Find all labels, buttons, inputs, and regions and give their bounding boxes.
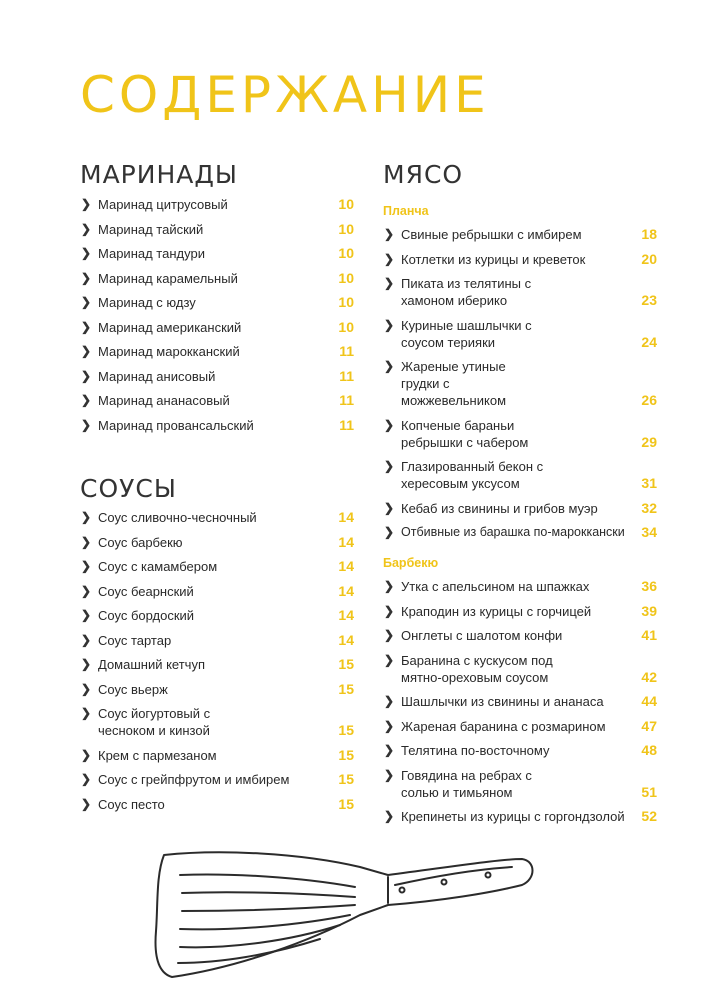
list-item[interactable]: ❯ Свиные ребрышки с имбирем 18 [384, 226, 657, 242]
list-item[interactable]: ❯ Соус тартар 14 [81, 631, 354, 648]
chevron-right-icon: ❯ [81, 417, 92, 432]
chevron-right-icon: ❯ [81, 221, 92, 236]
list-item[interactable]: ❯ Телятина по-восточному 48 [384, 742, 657, 758]
list-item[interactable]: ❯ Соус барбекю 14 [81, 533, 354, 550]
chevron-right-icon: ❯ [81, 319, 92, 334]
chevron-right-icon: ❯ [384, 579, 395, 593]
chevron-right-icon: ❯ [81, 706, 92, 720]
chevron-right-icon: ❯ [384, 227, 395, 241]
chevron-right-icon: ❯ [81, 270, 92, 285]
chevron-right-icon: ❯ [81, 657, 92, 671]
page-number: 10 [338, 245, 354, 261]
list-item[interactable]: ❯ Куриные шашлычки с соусом терияки 24 [384, 317, 657, 350]
subsection-title-plancha: Планча [383, 204, 429, 218]
list-item[interactable]: ❯ Маринад провансальский 11 [81, 416, 354, 433]
list-item[interactable]: ❯ Говядина на ребрах с солью и тимьяном 51 [384, 767, 657, 800]
chevron-right-icon: ❯ [384, 809, 395, 823]
list-item[interactable]: ❯ Жареные утиные грудки с можжевельником 26 [384, 359, 657, 408]
page-number: 42 [641, 668, 657, 685]
list-item[interactable]: ❯ Утка с апельсином на шпажках 36 [384, 578, 657, 594]
page-number: 11 [339, 392, 354, 408]
page-number: 10 [338, 294, 354, 310]
list-item[interactable]: ❯ Соус с камамбером 14 [81, 558, 354, 574]
list-item[interactable]: ❯ Маринад цитрусовый 10 [81, 196, 354, 212]
chevron-right-icon: ❯ [81, 583, 92, 598]
list-item[interactable]: ❯ Соус вьерж 15 [81, 680, 354, 697]
list-item[interactable]: ❯ Копченые бараньи ребрышки с чабером 29 [384, 417, 657, 450]
list-item[interactable]: ❯ Соус йогуртовый с чесноком и кинзой 15 [81, 706, 354, 738]
page-number: 18 [641, 226, 657, 242]
list-item[interactable]: ❯ Маринад марокканский 11 [81, 343, 354, 359]
list-item[interactable]: ❯ Маринад анисовый 11 [81, 367, 354, 384]
list-item[interactable]: ❯ Баранина с кускусом под мятно-ореховым соусом 42 [384, 652, 657, 685]
page-number: 15 [338, 680, 354, 697]
page-number: 29 [641, 433, 657, 450]
chevron-right-icon: ❯ [384, 359, 395, 373]
list-item[interactable]: ❯ Маринад ананасовый 11 [81, 392, 354, 408]
page-number: 39 [641, 602, 657, 619]
page-number: 14 [338, 558, 354, 574]
list-item[interactable]: ❯ Шашлычки из свинины и ананаса 44 [384, 693, 657, 709]
page-number: 20 [641, 250, 657, 267]
chevron-right-icon: ❯ [384, 603, 395, 618]
page-number: 11 [339, 416, 354, 433]
page-number: 48 [641, 742, 657, 758]
page-number: 36 [641, 578, 657, 594]
list-item[interactable]: ❯ Отбивные из барашка по-мароккански 34 [384, 524, 657, 540]
page-number: 10 [338, 318, 354, 335]
page-number: 14 [338, 509, 354, 525]
page-number: 14 [338, 607, 354, 623]
chevron-right-icon: ❯ [81, 393, 92, 407]
list-item[interactable]: ❯ Маринад с юдзу 10 [81, 294, 354, 310]
list-item[interactable]: ❯ Крепинеты из курицы с горгондзолой 52 [384, 808, 657, 824]
chevron-right-icon: ❯ [384, 694, 395, 708]
section-title-meat: МЯСО [383, 160, 464, 189]
page-title: СОДЕРЖАНИЕ [80, 66, 490, 124]
page-number: 10 [338, 196, 354, 212]
page-number: 34 [641, 524, 657, 540]
spatula-illustration [150, 845, 540, 985]
chevron-right-icon: ❯ [384, 251, 395, 266]
marinades-list [80, 196, 354, 441]
chevron-right-icon: ❯ [384, 417, 395, 432]
chevron-right-icon: ❯ [81, 747, 92, 762]
list-item[interactable]: ❯ Жареная баранина с розмарином 47 [384, 717, 657, 734]
section-title-marinades: МАРИНАДЫ [80, 160, 238, 189]
chevron-right-icon: ❯ [81, 295, 92, 309]
page-number: 11 [339, 343, 354, 359]
list-item[interactable]: ❯ Маринад тандури 10 [81, 245, 354, 261]
chevron-right-icon: ❯ [384, 743, 395, 757]
page-number: 23 [641, 292, 657, 308]
page-number: 32 [641, 499, 657, 516]
page-number: 47 [641, 717, 657, 734]
chevron-right-icon: ❯ [384, 652, 395, 667]
page-number: 31 [641, 475, 657, 491]
chevron-right-icon: ❯ [81, 632, 92, 647]
chevron-right-icon: ❯ [81, 559, 92, 573]
page-number: 52 [641, 808, 657, 824]
subsection-title-bbq: Барбекю [383, 556, 439, 570]
page-number: 14 [338, 533, 354, 550]
chevron-right-icon: ❯ [81, 368, 92, 383]
list-item[interactable]: ❯ Соус с грейпфрутом и имбирем 15 [81, 771, 354, 787]
chevron-right-icon: ❯ [384, 459, 395, 473]
page-number: 51 [641, 783, 657, 800]
list-item[interactable]: ❯ Домашний кетчуп 15 [81, 656, 354, 672]
page-number: 15 [338, 771, 354, 787]
list-item[interactable]: ❯ Онглеты с шалотом конфи 41 [384, 627, 657, 643]
list-item[interactable]: ❯ Краподин из курицы с горчицей 39 [384, 602, 657, 619]
page-number: 44 [641, 693, 657, 709]
list-item[interactable]: ❯ Крем с пармезаном 15 [81, 746, 354, 763]
chevron-right-icon: ❯ [81, 246, 92, 260]
chevron-right-icon: ❯ [384, 767, 395, 782]
page-number: 26 [641, 392, 657, 408]
chevron-right-icon: ❯ [81, 510, 92, 524]
chevron-right-icon: ❯ [81, 681, 92, 696]
list-item[interactable]: ❯ Пиката из телятины с хамоном иберико 23 [384, 276, 657, 308]
list-item[interactable]: ❯ Маринад карамельный 10 [81, 269, 354, 286]
page-number: 14 [338, 631, 354, 648]
chevron-right-icon: ❯ [81, 608, 92, 622]
chevron-right-icon: ❯ [384, 317, 395, 332]
chevron-right-icon: ❯ [81, 534, 92, 549]
list-item[interactable]: ❯ Котлетки из курицы и креветок 20 [384, 250, 657, 267]
list-item[interactable]: ❯ Соус сливочно-чесночный 14 [81, 509, 354, 525]
list-item[interactable]: ❯ Маринад американский 10 [81, 318, 354, 335]
chevron-right-icon: ❯ [384, 628, 395, 642]
chevron-right-icon: ❯ [384, 276, 395, 290]
page-number: 10 [338, 220, 354, 237]
page-number: 14 [338, 582, 354, 599]
page-number: 41 [641, 627, 657, 643]
sauces-list [80, 509, 354, 820]
list-item[interactable]: ❯ Соус песто 15 [81, 795, 354, 812]
chevron-right-icon: ❯ [384, 718, 395, 733]
page-number: 24 [641, 333, 657, 350]
list-item[interactable]: ❯ Маринад тайский 10 [81, 220, 354, 237]
meat-list [383, 203, 657, 833]
page-number: 15 [338, 795, 354, 812]
chevron-right-icon: ❯ [81, 344, 92, 358]
list-item[interactable]: ❯ Кебаб из свинины и грибов муэр 32 [384, 499, 657, 516]
chevron-right-icon: ❯ [384, 525, 395, 539]
list-item[interactable]: ❯ Соус бордоский 14 [81, 607, 354, 623]
page-number: 10 [338, 269, 354, 286]
page-number: 15 [338, 722, 354, 738]
chevron-right-icon: ❯ [384, 500, 395, 515]
page-number: 15 [338, 746, 354, 763]
chevron-right-icon: ❯ [81, 772, 92, 786]
page-number: 11 [339, 367, 354, 384]
list-item[interactable]: ❯ Глазированный бекон с хересовым уксусом 31 [384, 459, 657, 491]
section-title-sauces: СОУСЫ [80, 474, 177, 503]
chevron-right-icon: ❯ [81, 796, 92, 811]
chevron-right-icon: ❯ [81, 197, 92, 211]
list-item[interactable]: ❯ Соус беарнский 14 [81, 582, 354, 599]
page-number: 15 [338, 656, 354, 672]
